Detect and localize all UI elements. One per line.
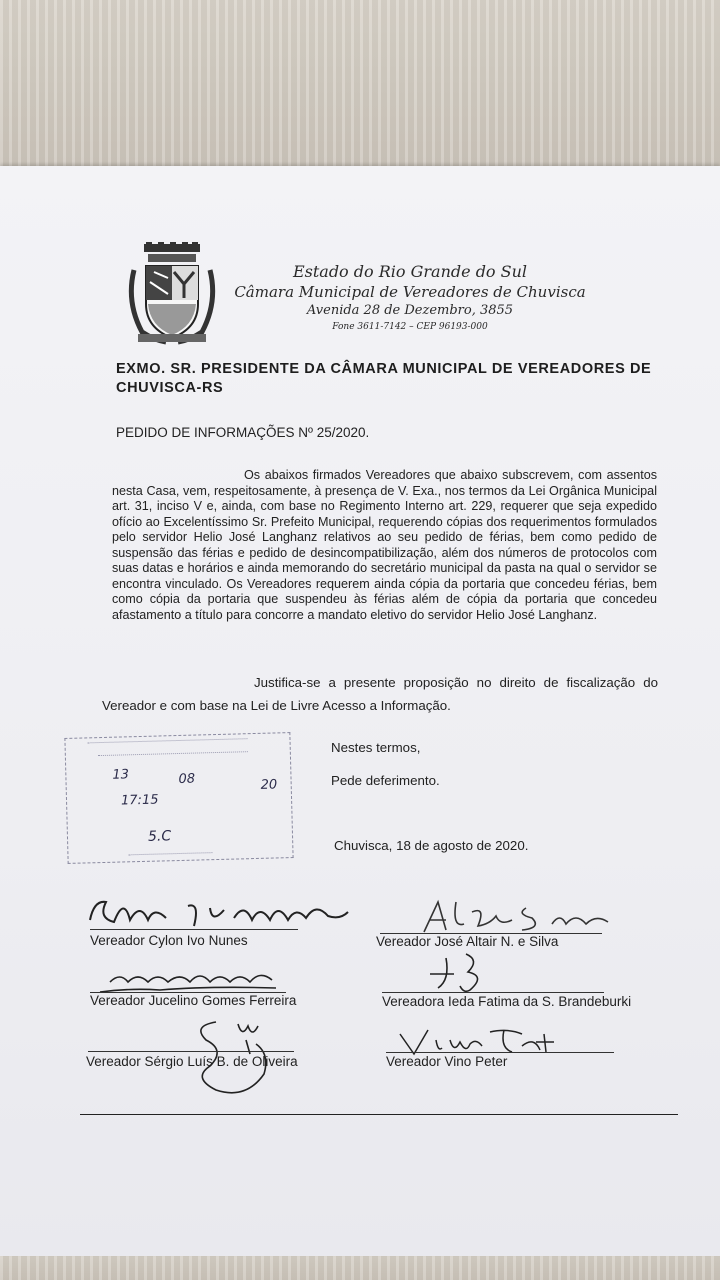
signature-cylon-icon [84,890,354,934]
signatory-name: Vereador Sérgio Luís B. de Oliveira [86,1054,298,1069]
signatory-name: Vereador Cylon Ivo Nunes [90,933,248,948]
stamp-initials: 5.C [147,828,172,845]
stamp-faded-line [98,746,248,756]
letterhead-address: Avenida 28 de Dezembro, 3855 [306,303,514,318]
request-title: PEDIDO DE INFORMAÇÕES Nº 25/2020. [116,425,370,440]
wooden-table-top [0,0,720,175]
signatory-name: Vereadora Ieda Fatima da S. Brandeburki [382,994,632,1009]
place-date: Chuvisca, 18 de agosto de 2020. [334,838,529,853]
protocol-stamp [64,732,293,864]
signature-line [88,1051,294,1052]
stamp-day: 13 [112,767,130,783]
closing-terms: Nestes termos, [331,740,421,755]
signatory-name: Vereador José Altair N. e Silva [376,934,559,949]
signatory-name: Vereador Jucelino Gomes Ferreira [90,993,297,1008]
municipal-coat-of-arms-icon [124,242,220,346]
closing-request: Pede deferimento. [331,773,440,788]
stamp-month: 08 [178,771,196,788]
stamp-time: 17:15 [120,792,159,809]
signature-ieda-icon [420,950,500,996]
letterhead-state: Estado do Rio Grande do Sul [292,262,528,281]
letterhead [230,262,590,334]
body-paragraph: Os abaixos firmados Vereadores que abaixo subscrevem, com assentos nesta Casa, vem, respeitosamente, à presença de V. Exa., nos termos da Lei Orgânica Municipal art. 31, inciso V e, ainda, com base no Regimento Interno art. 229, requerer que seja expedido ofício ao Excelentíssimo Sr. Prefeito Municipal, requerendo cópias dos requerimentos formulados pelo servidor Helio José Langhanz relativos ao seu pedido de férias, bem como pedido de suspensão das férias e pedido de desincompatibilização, além dos números de protocolos com suas datas e horários e ainda memorando do secretário municipal da pasta na qual o servidor se encontra vinculado. Os Vereadores requerem ainda cópia da portaria que concedeu férias, bem como cópia da portaria que suspendeu às férias além de cópia da portaria que concedeu afastamento a título para concorre a mandato eletivo do servidor Helio José Langhanz. [112,468,657,622]
signature-line [90,929,298,930]
justification-paragraph: Justifica-se a presente proposição no direito de fiscalização do Vereador e com base na Lei de Livre Acesso a Informação. [102,675,658,713]
footer-divider [80,1114,678,1115]
signatory-name: Vereador Vino Peter [386,1054,508,1069]
letterhead-contact: Fone 3611-7142 – CEP 96193-000 [332,322,488,332]
signature-altair-icon [416,894,616,938]
signature-line [382,992,604,993]
addressee: EXMO. SR. PRESIDENTE DA CÂMARA MUNICIPAL DE VEREADORES DE CHUVISCA-RS [116,361,652,396]
stamp-faded-line [128,847,212,855]
signature-line [386,1052,614,1053]
letterhead-chamber: Câmara Municipal de Vereadores de Chuvisca [234,283,586,301]
stamp-year: 20 [260,777,278,793]
